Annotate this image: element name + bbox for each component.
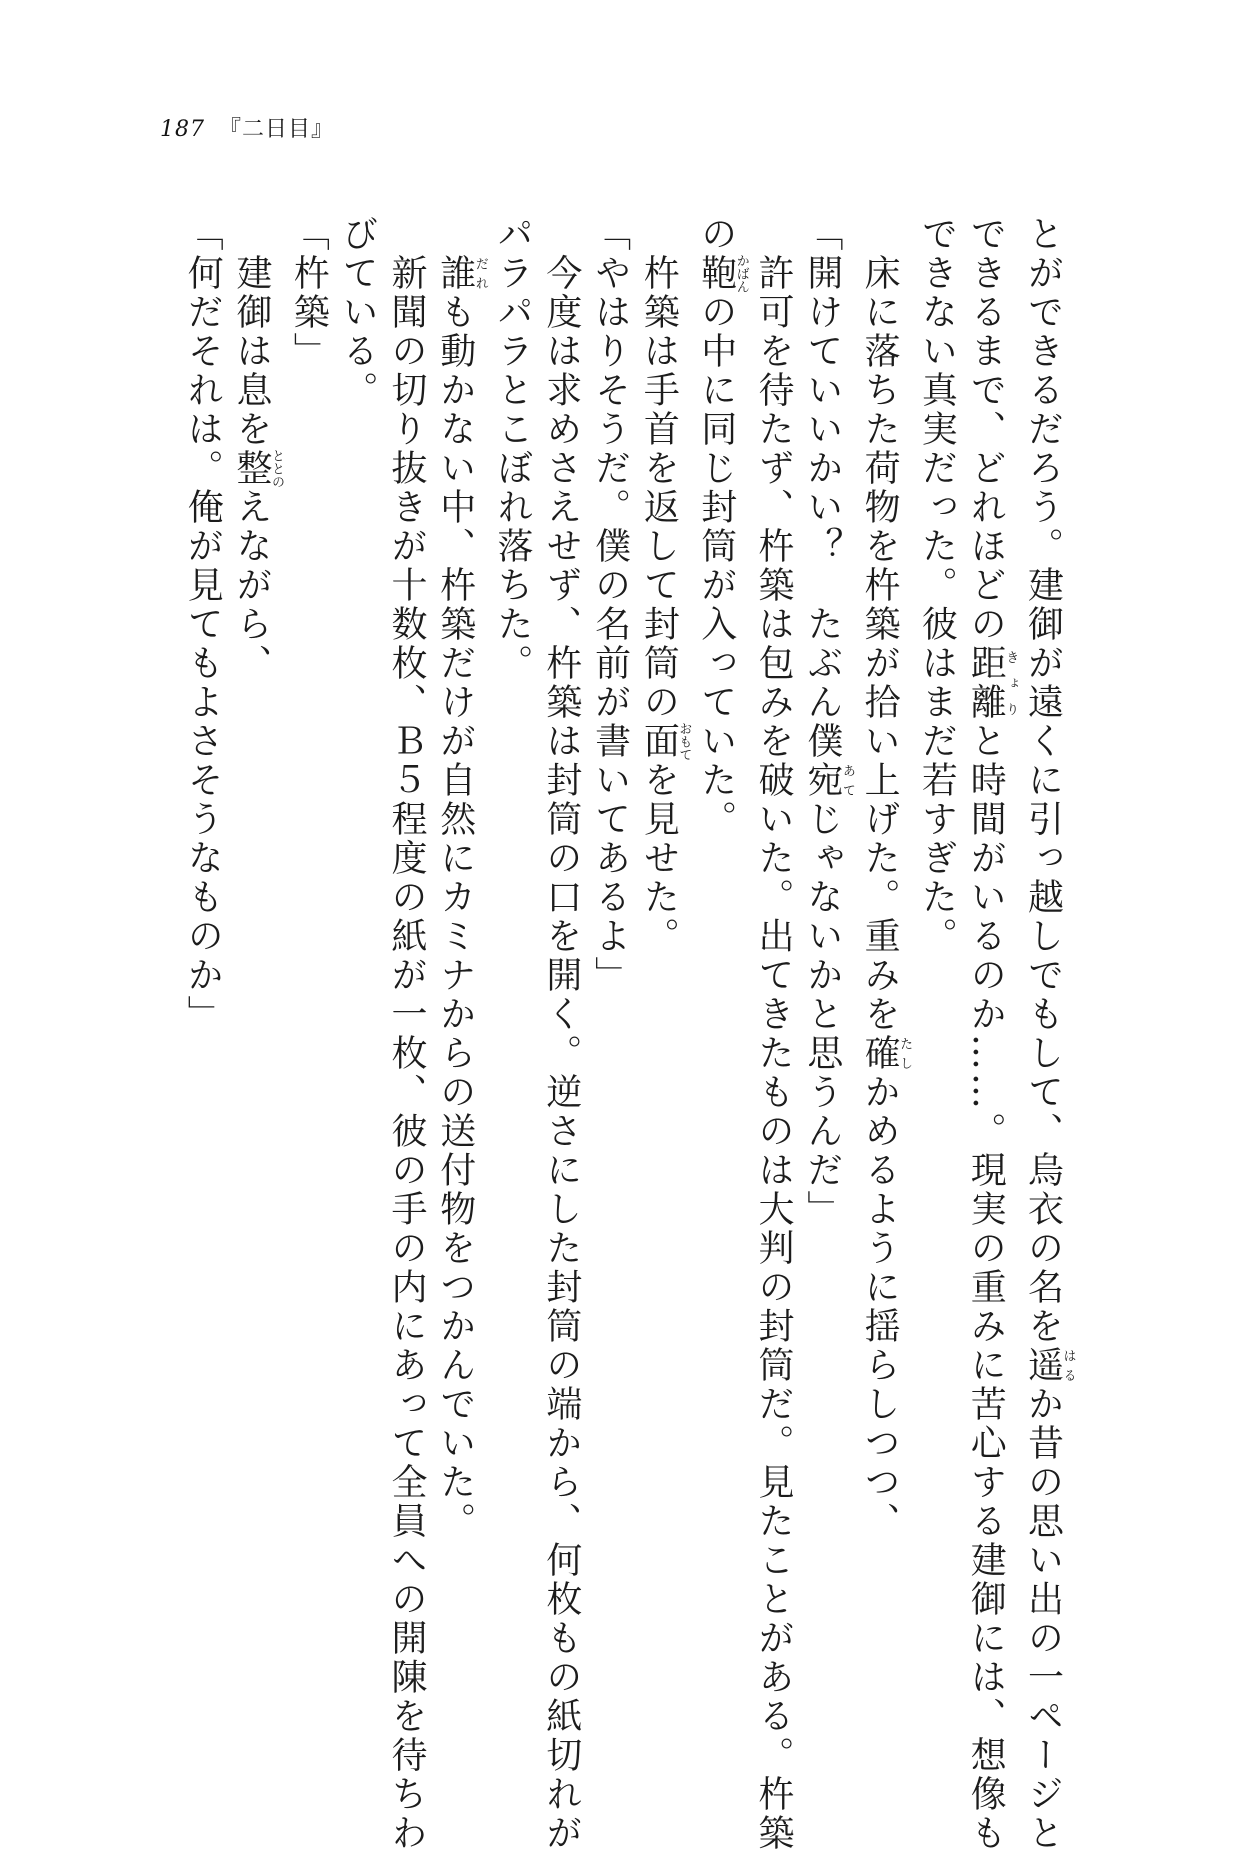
page-number: 187 [160,117,205,142]
text-line [430,215,488,1541]
running-head [160,112,334,143]
ruby-base: 宛 [801,761,843,800]
ruby-word [859,1034,913,1073]
text-run: を見せた。 [638,761,680,956]
ruby-base: 鞄 [695,254,737,293]
text-line [634,215,691,1515]
ruby-word [1022,1346,1076,1385]
ruby-reading: ととの [269,449,285,488]
chapter-title: 『二日目』 [219,117,335,142]
ruby-base: 確 [859,1034,901,1073]
ruby-word [231,449,285,488]
text-run: か昔の思い出の一ページと [1022,1385,1064,1853]
text-line [177,215,226,1515]
text-line [381,215,430,1853]
text-line [226,215,283,1515]
text-line [585,215,634,1515]
text-line [748,215,797,1853]
text-line [284,215,333,1515]
text-line [487,215,536,1515]
text-line [1018,215,1076,1853]
ruby-reading: かばん [733,254,749,293]
ruby-reading: はる [1060,1346,1076,1385]
text-run: 許可を待たず、杵築は包みを破いた。出てきたものは大判の封筒だ。見たことがある。杵築 [753,215,795,1853]
text-run: できるまで、どれほどの [965,215,1007,644]
text-line [854,215,913,1541]
text-run: 「何だそれは。俺が見てもよさそうなものか」 [182,215,224,1034]
text-run: も動かない中、杵築だけが自然にカミナからの送付物をつかんでいた。 [434,293,476,1541]
ruby-reading: あて [839,761,855,800]
ruby-base: 距離 [965,644,1007,722]
text-run: の中に同じ封筒が入っていた。 [695,293,737,839]
text-run [435,215,476,254]
text-line [332,215,381,1515]
text-run: 杵築は手首を返して封筒の [638,215,680,722]
text-run: びている。 [337,215,379,410]
text-line [691,215,748,1515]
text-run: 「開けていいかい？ たぶん僕 [801,215,843,761]
ruby-base: 整 [231,449,273,488]
text-run: 今度は求めさえせず、杵築は封筒の口を開く。逆さにした封筒の端から、何枚もの紙切れが [540,215,582,1853]
text-run: じゃないかと思うんだ」 [801,800,843,1229]
text-line [960,215,1019,1853]
text-line [536,215,585,1853]
ruby-word [801,761,855,800]
ruby-reading: たし [897,1034,913,1073]
text-run: 建御は息を [231,215,273,449]
text-run: と時間がいるのか……。現実の重みに苦心する建御には、想像も [965,722,1007,1853]
ruby-reading: だれ [472,254,488,293]
ruby-base: 面 [638,722,680,761]
ruby-word [638,722,692,761]
ruby-base: 遥 [1022,1346,1064,1385]
text-run: パラパラとこぼれ落ちた。 [492,215,534,683]
ruby-word [965,644,1019,722]
vertical-body-text [177,215,1076,1853]
ruby-word [695,254,749,293]
text-line [912,215,961,1515]
ruby-base: 誰 [434,254,476,293]
text-run: の [695,215,737,254]
ruby-word [434,254,488,293]
text-line [797,215,854,1515]
text-run: 床に落ちた荷物を杵築が拾い上げた。重みを [859,215,901,1034]
text-run: かめるように揺らしつつ、 [859,1073,901,1541]
ruby-reading: おもて [676,722,692,761]
text-run: えながら、 [231,488,273,683]
text-run: できない真実だった。彼はまだ若すぎた。 [916,215,958,956]
text-run: 「やはりそうだ。僕の名前が書いてあるよ」 [589,215,631,995]
ruby-reading: きょり [1003,644,1019,722]
text-run: 「杵築」 [288,215,330,371]
text-run: 新聞の切り抜きが十数枚、Ｂ５程度の紙が一枚、彼の手の内にあって全員への開陳を待ちわ [385,215,427,1853]
text-run: とができるだろう。建御が遠くに引っ越しでもして、烏衣の名を [1022,215,1064,1346]
